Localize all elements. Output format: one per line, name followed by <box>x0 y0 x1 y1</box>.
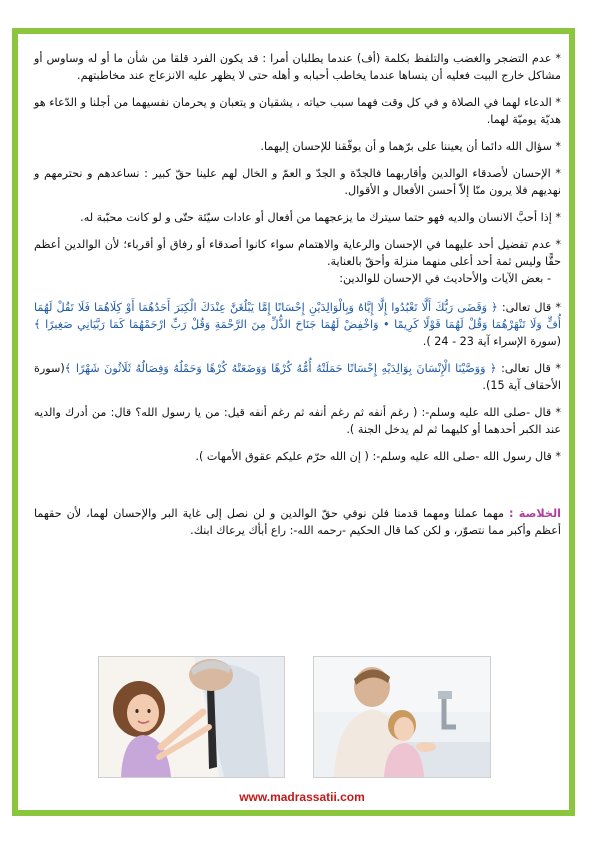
photo-father-daughter-sink <box>313 656 491 778</box>
paragraph: * الدعاء لهما في الصلاة و في كل وقت فهما سبب حياته ، يشقيان و يتعبان و يحرمان نفسيهما من أجلنا و الدّعاء هو هديّة يوميّة لهما. <box>34 96 561 126</box>
conclusion <box>34 505 561 539</box>
conclusion-label: الخلاصة : <box>509 507 561 520</box>
paragraph: * عدم التضجر والغضب والتلفظ بكلمة (أف) عندما يطلبان أمرا : قد يكون الفرد قلقا من شأن ما أو له وساوس أو مشاكل خارج البيت فعليه أن ينساها عندما يخاطب أحبابه و أهله حتى لا يظهر عليه الانزعاج عند مخاطبتهم. <box>34 52 561 82</box>
subheading: - بعض الآيات والأحاديث في الإحسان للوالدين: <box>339 272 551 285</box>
paragraph: * سؤال الله دائما أن يعيننا على برّهما و أن يوفّقنا للإحسان إليهما. <box>260 140 561 153</box>
verse-block <box>34 360 561 394</box>
verse-reference: (سورة الأحقاف آية 15). <box>34 362 561 392</box>
conclusion-text: مهما عملنا ومهما قدمنا فلن نوفي حقّ الوالدين و لن نصل إلى غاية البر والإحسان لهما، لأن حقهما أعظم وأكبر مما نتصوّر، و لكن كما قال الحكيم -رحمه الله-: راع أبأك يرعاك ابنك. <box>34 507 561 537</box>
paragraph: * الإحسان لأصدقاء الوالدين وأقاربهما فالجدّة و الجدّ و العمّ و الخال لهم علينا حقّ كبير : نساعدهم و نحترمهم و نهديهم فلا يرون منّا إلاّ أحسن الأفعال و الأقوال. <box>34 167 561 197</box>
photo-girl-with-grandfather-image <box>99 657 284 777</box>
quran-verse: ﴿ وَوَصَّيْنَا الْإِنْسَانَ بِوَالِدَيْهِ إِحْسَانًا حَمَلَتْهُ أُمُّهُ كُرْهًا وَوَضَعَتْهُ كُرْهًا وَحَمْلُهُ وَفِصَالُهُ ثَلَاثُونَ شَهْرًا ﴾ <box>64 362 497 375</box>
paragraph: * إذا أحبَّ الانسان والديه فهو حتما سيترك ما يزعجهما من أفعال أو عادات سيّئة حتّى و لو كانت محبّبة له. <box>80 211 561 224</box>
hadith: * قال رسول الله -صلى الله عليه وسلم-: ( إن الله حرّم عليكم عقوق الأمهات ). <box>195 450 561 463</box>
quran-verse: ﴿ وَقَضَى رَبُّكَ أَلَّا تَعْبُدُوا إِلَّا إِيَّاهُ وَبِالْوَالِدَيْنِ إِحْسَانًا إِمَّا يَبْلُغَنَّ عِنْدَكَ الْكِبَرَ أَحَدُهُمَا أَوْ كِلَاهُمَا فَلَا تَقُلْ لَهُمَا أُفٍّ وَلَا تَنْهَرْهُمَا وَقُلْ لَهُمَا قَوْلًا كَرِيمًا • وَاخْفِضْ لَهُمَا جَنَاحَ الذُّلِّ مِنَ الرَّحْمَةِ وَقُلْ رَبِّ ارْحَمْهُمَا كَمَا رَبَّيَانِي صَغِيرًا ﴾ <box>34 301 561 331</box>
verse-intro: * قال تعالى: <box>497 301 561 314</box>
hadith: * قال -صلى الله عليه وسلم-: ( رغم أنفه ثم رغم أنفه ثم رغم أنفه قيل: من يا رسول الله؟ قال: من أدرك والديه عند الكبر أحدهما أو كليهما ثم لم يدخل الجنة ). <box>34 406 561 436</box>
lesson-content <box>34 50 561 549</box>
photo-girl-with-grandfather <box>98 656 285 778</box>
verse-reference: (سورة الإسراء آية 23 - 24 ). <box>422 335 561 348</box>
photo-father-daughter-sink-image <box>314 657 490 777</box>
paragraph: * عدم تفضيل أحد عليهما في الإحسان والرعاية والاهتمام سواء كانوا أصدقاء أو رفاق أو أقرباء؛ لأن الوالدين أعظم حقًّا وليس ثمة أحد أعلى منهما منزلة وأحقّ بالعناية. <box>34 238 561 268</box>
verse-block <box>34 299 561 350</box>
verse-intro: * قال تعالى: <box>496 362 561 375</box>
website-url: www.madrassatii.com <box>239 790 365 804</box>
